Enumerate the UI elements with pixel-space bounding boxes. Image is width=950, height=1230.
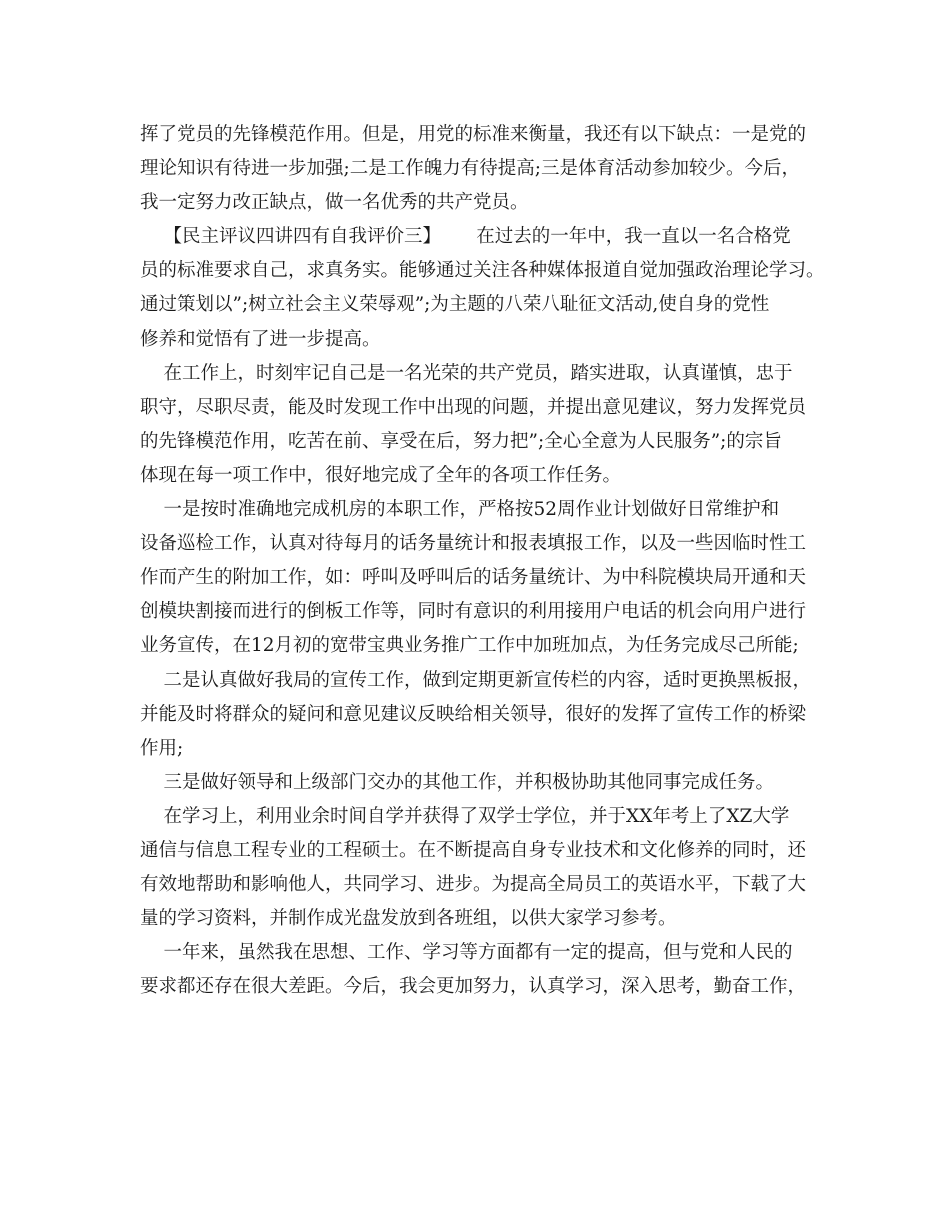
text-line: 通过策划以”;树立社会主义荣辱观”;为主题的八荣八耻征文活动,使自身的党性 bbox=[140, 294, 770, 316]
text-line: 理论知识有待进一步加强;二是工作魄力有待提高;三是体育活动参加较少。今后， bbox=[140, 158, 800, 180]
text-line: 并能及时将群众的疑问和意见建议反映给相关领导，很好的发挥了宣传工作的桥梁 bbox=[140, 703, 807, 725]
text-line: 修养和觉悟有了进一步提高。 bbox=[140, 328, 381, 350]
text-line: 作而产生的附加工作，如：呼叫及呼叫后的话务量统计、为中科院模块局开通和天 bbox=[140, 567, 807, 589]
text-line: 二是认真做好我局的宣传工作，做到定期更新宣传栏的内容，适时更换黑板报， bbox=[140, 669, 812, 691]
text-line: 作用; bbox=[140, 737, 184, 759]
document-body bbox=[140, 118, 825, 1004]
text-line: 设备巡检工作，认真对待每月的话务量统计和报表填报工作，以及一些因临时性工 bbox=[140, 533, 807, 555]
text-line: 在工作上，时刻牢记自己是一名光荣的共产党员，踏实进取，认真谨慎，忠于 bbox=[140, 362, 793, 384]
text-line: 要求都还存在很大差距。今后，我会更加努力，认真学习，深入思考，勤奋工作， bbox=[140, 976, 807, 998]
text-line: 有效地帮助和影响他人，共同学习、进步。为提高全局员工的英语水平，下载了大 bbox=[140, 874, 807, 896]
text-line: 通信与信息工程专业的工程硕士。在不断提高自身专业技术和文化修养的同时，还 bbox=[140, 839, 807, 861]
text-line: 量的学习资料，并制作成光盘发放到各班组，以供大家学习参考。 bbox=[140, 908, 677, 930]
text-line: 挥了党员的先锋模范作用。但是，用党的标准来衡量，我还有以下缺点：一是党的 bbox=[140, 124, 807, 145]
text-line: 【民主评议四讲四有自我评价三】 在过去的一年中，我一直以一名合格党 bbox=[140, 226, 791, 248]
text-line: 的先锋模范作用，吃苦在前、享受在后，努力把”;全心全意为人民服务”;的宗旨 bbox=[140, 430, 782, 452]
text-line: 员的标准要求自己，求真务实。能够通过关注各种媒体报道自觉加强政治理论学习。 bbox=[140, 260, 825, 282]
text-line: 体现在每一项工作中，很好地完成了全年的各项工作任务。 bbox=[140, 464, 622, 486]
text-line: 我一定努力改正缺点，做一名优秀的共产党员。 bbox=[140, 192, 529, 214]
text-line: 创模块割接而进行的倒板工作等，同时有意识的利用接用户电话的机会向用户进行 bbox=[140, 601, 807, 623]
text-line: 业务宣传，在12月初的宽带宝典业务推广工作中加班加点，为任务完成尽己所能; bbox=[140, 635, 799, 657]
text-line: 三是做好领导和上级部门交办的其他工作，并积极协助其他同事完成任务。 bbox=[140, 771, 775, 793]
text-line: 职守，尽职尽责，能及时发现工作中出现的问题，并提出意见建议，努力发挥党员 bbox=[140, 396, 807, 418]
text-line: 在学习上，利用业余时间自学并获得了双学士学位，并于XX年考上了XZ大学 bbox=[140, 805, 790, 827]
text-line: 一年来，虽然我在思想、工作、学习等方面都有一定的提高，但与党和人民的 bbox=[140, 942, 793, 964]
text-line: 一是按时准确地完成机房的本职工作，严格按52周作业计划做好日常维护和 bbox=[140, 499, 780, 521]
